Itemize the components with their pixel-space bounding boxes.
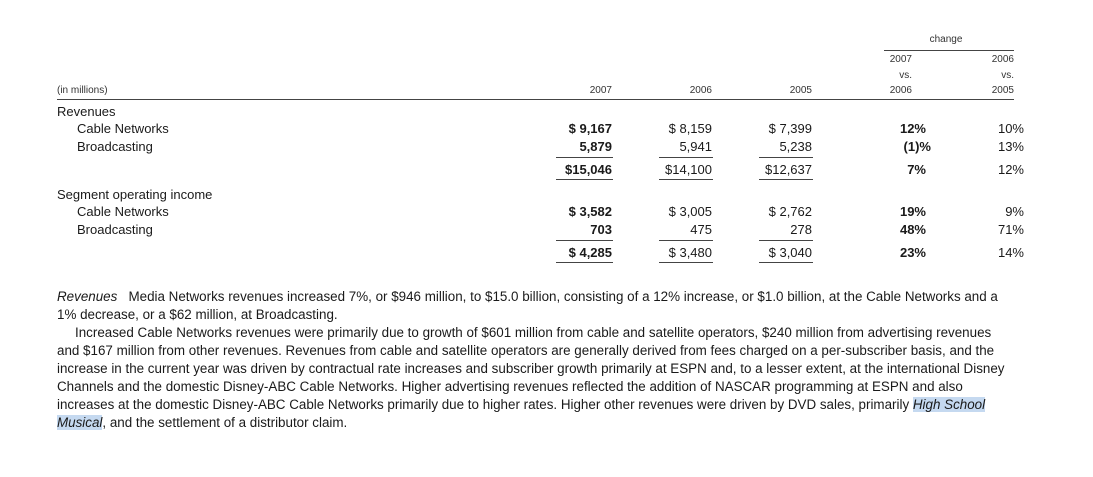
row-label: Cable Networks	[77, 204, 169, 219]
cell-2007: 5,879	[579, 139, 612, 154]
cell-2006: $ 8,159	[668, 121, 712, 136]
total-2006: $14,100	[665, 162, 712, 177]
cell-change-2: 10%	[997, 121, 1024, 136]
paragraph-2	[57, 324, 1017, 432]
cell-change-1: 48%	[899, 222, 926, 237]
total-change-2: 14%	[997, 245, 1024, 260]
change-header-rule	[884, 50, 1014, 51]
change-header: change	[929, 34, 963, 45]
paragraph-2-tail: , and the settlement of a distributor claim.	[102, 415, 348, 430]
cell-change-1: 19%	[899, 204, 926, 219]
total-2007: $15,046	[565, 162, 612, 177]
change-col-1-top: 2007	[889, 54, 912, 65]
cell-2007: $ 9,167	[568, 121, 612, 136]
col-header-2007: 2007	[589, 85, 612, 96]
row-label: Broadcasting	[77, 139, 153, 154]
row-label: Cable Networks	[77, 121, 169, 136]
row-label: Broadcasting	[77, 222, 153, 237]
total-rule	[556, 262, 613, 263]
col-header-2005: 2005	[789, 85, 812, 96]
change-col-1-vs: vs.	[899, 70, 912, 81]
subtotal-rule	[659, 240, 713, 241]
cell-change-2: 71%	[997, 222, 1024, 237]
cell-2007: $ 3,582	[568, 204, 612, 219]
change-col-1-bottom: 2006	[889, 85, 912, 96]
cell-2005: 5,238	[779, 139, 812, 154]
subtotal-rule	[556, 157, 613, 158]
cell-2006: 475	[690, 222, 712, 237]
change-col-2-bottom: 2005	[991, 85, 1014, 96]
total-change-1: 23%	[899, 245, 926, 260]
cell-2006: 5,941	[679, 139, 712, 154]
cell-2005: $ 7,399	[768, 121, 812, 136]
cell-change-1: 12%	[899, 121, 926, 136]
total-2006: $ 3,480	[668, 245, 712, 260]
cell-2006: $ 3,005	[668, 204, 712, 219]
total-2005: $ 3,040	[768, 245, 812, 260]
subtotal-rule	[556, 240, 613, 241]
narrative-text	[57, 288, 1017, 432]
total-rule	[759, 179, 813, 180]
paragraph-2-body: Increased Cable Networks revenues were primarily due to growth of $601 million from cable and satellite operators, $240 million from advertising revenues and $167 million from other revenues. Revenues from cable and satellite operators are generally derived from fees charged on a per-subscriber basis, and the increase in the current year was driven by contractual rate increases and subscriber growth primarily at ESPN and, to a lesser extent, at the international Disney Channels and the domestic Disney-ABC Cable Networks. Higher advertising revenues reflected the addition of NASCAR programming at ESPN and also increases at the domestic Disney-ABC Cable Networks primarily due to higher rates. Higher other revenues were driven by DVD sales, primarily	[57, 325, 1005, 412]
paragraph-1-lead: Revenues	[57, 289, 118, 304]
change-col-2-vs: vs.	[1001, 70, 1014, 81]
subtotal-rule	[659, 157, 713, 158]
cell-change-2: 13%	[997, 139, 1024, 154]
total-rule	[556, 179, 613, 180]
subtotal-rule	[759, 157, 813, 158]
header-rule	[57, 99, 1014, 100]
section-heading-revenues: Revenues	[57, 104, 116, 119]
cell-2005: 278	[790, 222, 812, 237]
col-header-2006: 2006	[689, 85, 712, 96]
total-change-1: 7%	[907, 162, 926, 177]
cell-2007: 703	[590, 222, 612, 237]
units-label: (in millions)	[57, 85, 108, 96]
cell-change-1: (1)%	[903, 139, 931, 154]
total-rule	[759, 262, 813, 263]
total-change-2: 12%	[997, 162, 1024, 177]
total-2005: $12,637	[765, 162, 812, 177]
subtotal-rule	[759, 240, 813, 241]
paragraph-1-body: Media Networks revenues increased 7%, or $946 million, to $15.0 billion, consisting of a 12% increase, or $1.0 billion, at the Cable Networks and a 1% decrease, or a $62 million, at Broadcasting.	[57, 289, 998, 322]
cell-2005: $ 2,762	[768, 204, 812, 219]
change-col-2-top: 2006	[991, 54, 1014, 65]
total-2007: $ 4,285	[568, 245, 612, 260]
section-heading-segment-income: Segment operating income	[57, 187, 213, 202]
cell-change-2: 9%	[1005, 204, 1024, 219]
total-rule	[659, 262, 713, 263]
total-rule	[659, 179, 713, 180]
highlighted-selection[interactable]: High School Musical	[57, 397, 986, 430]
paragraph-1	[57, 288, 1017, 324]
